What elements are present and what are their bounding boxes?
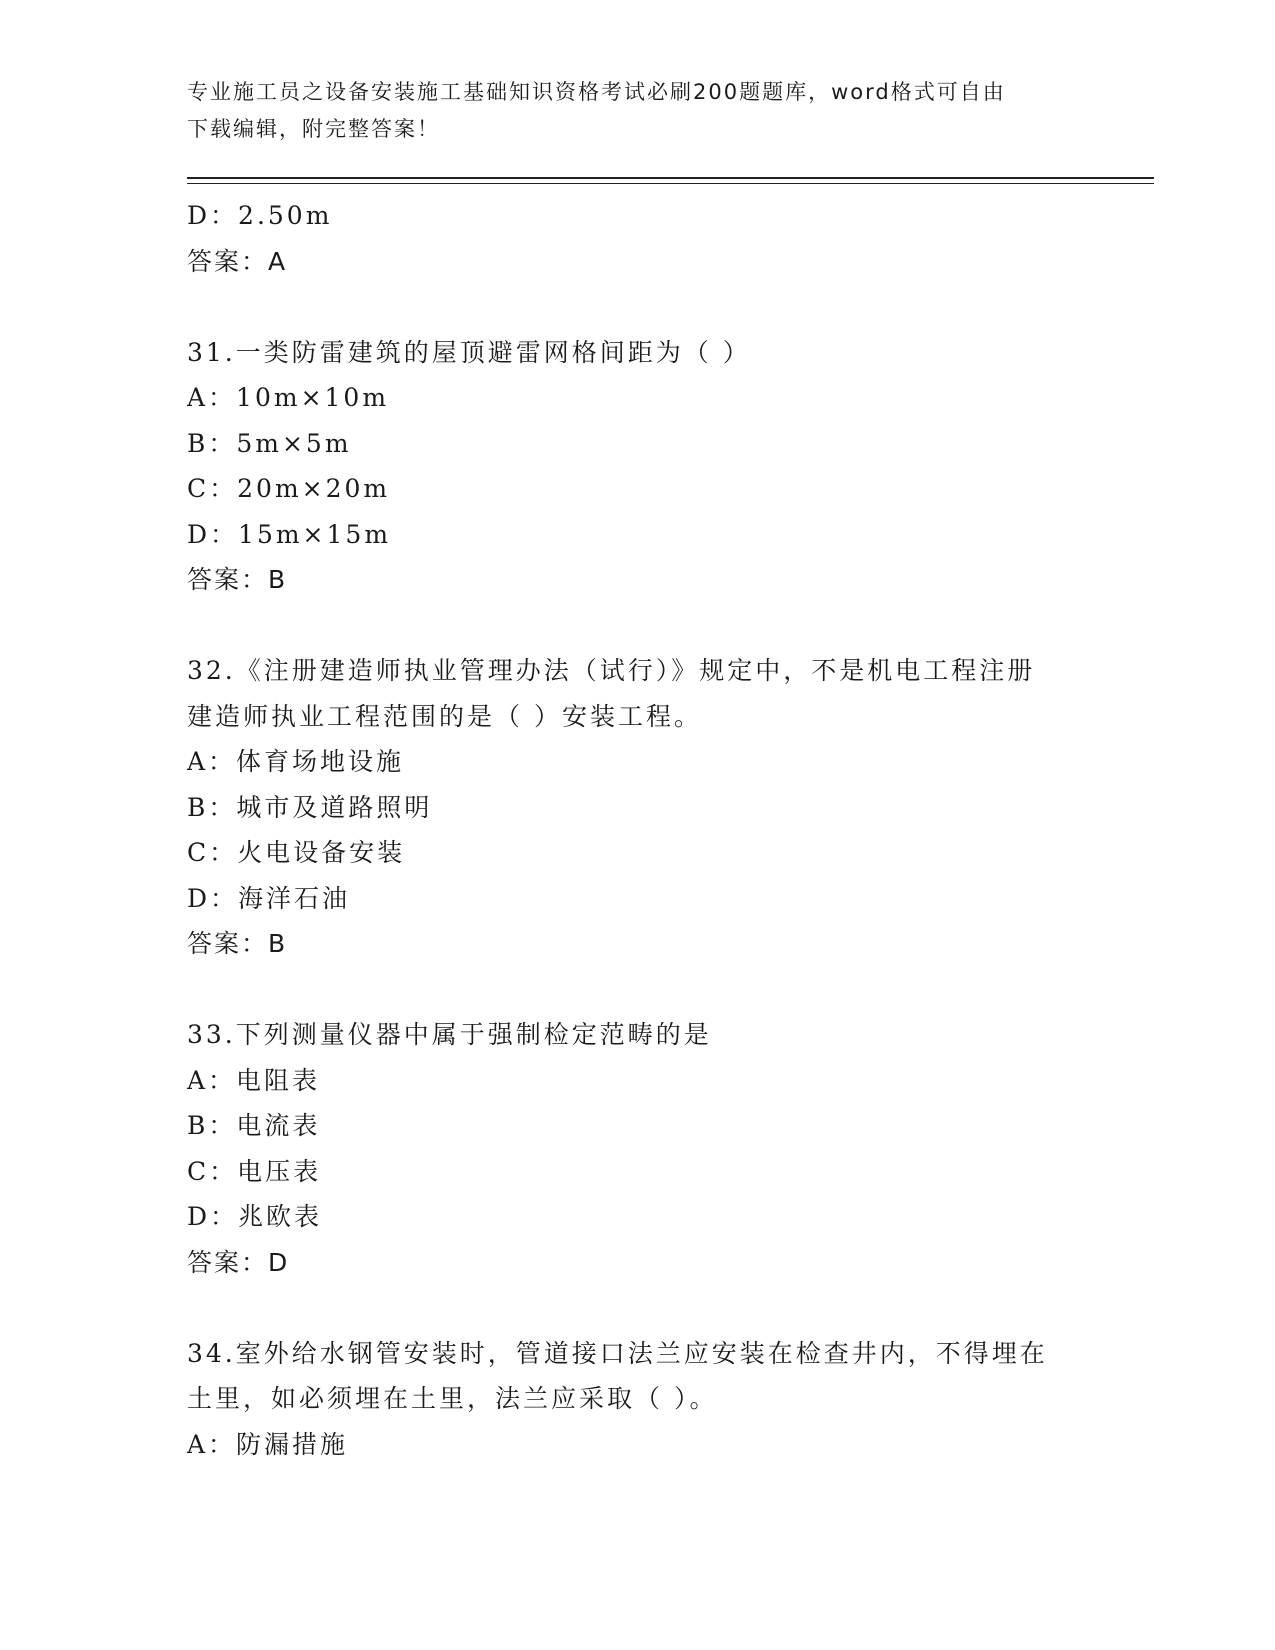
header-divider-thin: [187, 183, 1154, 184]
option-d: D：2.50m: [187, 201, 333, 230]
option-d: D：兆欧表: [187, 1202, 323, 1231]
answer-line: 答案：B: [187, 565, 288, 594]
option-d: D：15m×15m: [187, 519, 392, 549]
question-30-tail: [187, 193, 1087, 284]
answer-line: 答案：B: [187, 929, 288, 958]
option-d: D：海洋石油: [187, 883, 351, 913]
option-a: A：体育场地设施: [187, 747, 405, 776]
option-c: C：20m×20m: [187, 474, 391, 503]
question-stem: 34.室外给水钢管安装时，管道接口法兰应安装在检查井内，不得埋在: [187, 1338, 1048, 1368]
answer-line: 答案：A: [187, 246, 288, 276]
header-divider-thick: [187, 177, 1154, 179]
header-line-1: 专业施工员之设备安装施工基础知识资格考试必刷200题题库，word格式可自由: [187, 80, 1006, 104]
spacer: [187, 1285, 1087, 1331]
header-line-2: 下载编辑，附完整答案！: [187, 117, 440, 141]
option-b: B：城市及道路照明: [187, 792, 433, 822]
option-a: A：电阻表: [187, 1065, 321, 1095]
option-a: A：10m×10m: [187, 383, 390, 412]
question-34: [187, 1331, 1087, 1468]
spacer: [187, 603, 1087, 649]
option-c: C：火电设备安装: [187, 838, 406, 867]
question-stem-continued: 土里，如必须埋在土里，法兰应采取（ ）。: [187, 1384, 718, 1413]
question-stem: 33.下列测量仪器中属于强制检定范畴的是: [187, 1020, 712, 1049]
answer-line: 答案：D: [187, 1247, 290, 1277]
spacer: [187, 284, 1087, 330]
spacer: [187, 967, 1087, 1013]
option-b: B：5m×5m: [187, 428, 352, 458]
question-stem-continued: 建造师执业工程范围的是（ ）安装工程。: [187, 701, 702, 731]
option-a: A：防漏措施: [187, 1429, 349, 1459]
question-33: [187, 1012, 1087, 1285]
question-stem: 31.一类防雷建筑的屋顶避雷网格间距为（ ）: [187, 337, 751, 367]
question-stem: 32.《注册建造师执业管理办法（试行）》规定中，不是机电工程注册: [187, 656, 1036, 685]
question-31: [187, 330, 1087, 603]
question-32: [187, 648, 1087, 967]
option-c: C：电压表: [187, 1156, 322, 1186]
question-list: [187, 193, 1087, 1467]
document-header: [187, 74, 1087, 148]
option-b: B：电流表: [187, 1111, 321, 1140]
